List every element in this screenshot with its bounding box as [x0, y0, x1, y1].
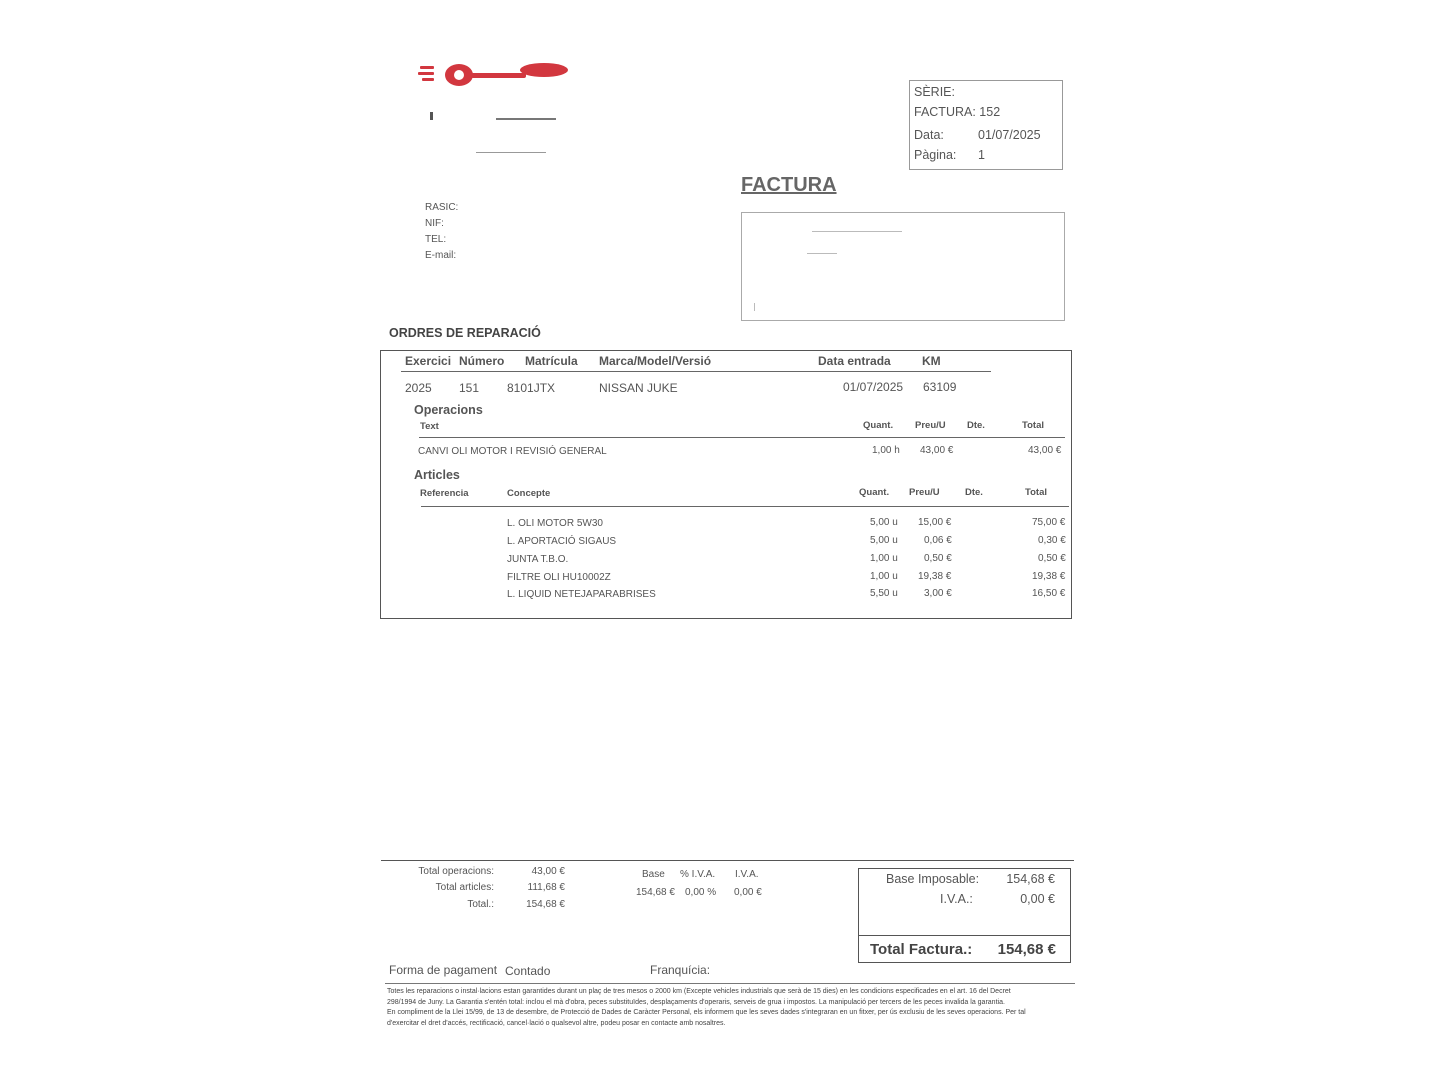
art-quant: 1,00 u	[870, 553, 898, 564]
numero-value: 151	[459, 381, 480, 395]
page-title: FACTURA	[741, 174, 837, 196]
sender-info	[425, 200, 458, 264]
data-label: Data:	[914, 128, 944, 142]
art-header-concepte: Concepte	[507, 488, 551, 499]
op-header-preu: Preu/U	[915, 420, 946, 431]
client-address-box	[741, 212, 1065, 321]
data-entrada-value: 01/07/2025	[843, 380, 904, 394]
art-header-referencia: Referencia	[420, 488, 469, 499]
op-header-total: Total	[1022, 420, 1044, 431]
total-factura-value: 154,68 €	[997, 941, 1056, 958]
factura-label: FACTURA:	[914, 105, 976, 119]
company-logo	[416, 60, 576, 160]
vat-breakdown	[630, 869, 790, 909]
art-total: 75,00 €	[1032, 517, 1066, 528]
art-total: 16,50 €	[1032, 588, 1066, 599]
art-header-quant: Quant.	[859, 487, 890, 498]
art-header-total: Total	[1025, 487, 1047, 498]
invoice-totals-box	[858, 868, 1071, 963]
warranty-text: Totes les reparacions o instal·lacions estan garantides durant un plaç de tres mesos o 2000 km (Excepte vehicles industrials que serà de 15 dies) en les condicions especificades en el art. 16 del Decret 298/1994 de Juny. La Garantia s'entén total: inclou el mà d'obra, peces substituïdes, desplaçaments d'operaris, serveis de grua i impostos. La manipulació per tercers de les peces invalida la garantia.	[387, 988, 1011, 1006]
op-header-text: Text	[420, 421, 439, 432]
art-quant: 5,50 u	[870, 588, 898, 599]
iva-label: I.V.A.:	[940, 892, 973, 906]
forma-pagament-value: Contado	[505, 964, 551, 978]
art-concepte: L. LIQUID NETEJAPARABRISES	[507, 589, 656, 600]
op-preu: 43,00 €	[920, 445, 954, 456]
km-value: 63109	[923, 380, 957, 394]
art-quant: 5,00 u	[870, 517, 898, 528]
art-preu: 15,00 €	[918, 517, 952, 528]
page-number: 1	[978, 148, 985, 162]
total-operacions-value: 43,00 €	[531, 866, 565, 877]
vat-base-label: Base	[642, 869, 665, 880]
repair-order-box	[380, 350, 1072, 619]
factura-row	[914, 105, 1000, 119]
total-factura-label: Total Factura.:	[870, 941, 973, 958]
art-header-dte: Dte.	[965, 487, 983, 498]
serie-label: SÈRIE:	[914, 85, 955, 99]
art-preu: 0,06 €	[924, 535, 952, 546]
art-total: 0,50 €	[1038, 553, 1066, 564]
header-data-entrada: Data entrada	[818, 354, 891, 368]
art-quant: 5,00 u	[870, 535, 898, 546]
iva-value: 0,00 €	[1020, 892, 1055, 906]
tel-label: TEL:	[425, 234, 447, 245]
header-matricula: Matrícula	[525, 354, 578, 368]
rasic-label: RASIC:	[425, 202, 459, 213]
vat-iva-label: I.V.A.	[735, 869, 759, 880]
total-value: 154,68 €	[526, 899, 565, 910]
email-label: E-mail:	[425, 250, 457, 261]
legal-notice	[387, 987, 1037, 1029]
op-text: CANVI OLI MOTOR I REVISIÓ GENERAL	[418, 446, 607, 457]
operacions-title: Operacions	[414, 403, 483, 417]
base-imposable-value: 154,68 €	[1006, 872, 1055, 886]
total-articles-label: Total articles:	[435, 882, 494, 893]
op-header-dte: Dte.	[967, 420, 985, 431]
header-marca: Marca/Model/Versió	[599, 354, 712, 368]
nif-label: NIF:	[425, 218, 444, 229]
vat-pct-value: 0,00 %	[685, 887, 717, 898]
op-header-quant: Quant.	[863, 420, 894, 431]
art-preu: 0,50 €	[924, 553, 952, 564]
header-exercici: Exercici	[405, 354, 452, 368]
art-header-preu: Preu/U	[909, 487, 940, 498]
base-imposable-label: Base Imposable:	[886, 872, 980, 886]
articles-title: Articles	[414, 468, 460, 482]
pagina-label: Pàgina:	[914, 148, 957, 162]
forma-pagament-label: Forma de pagament	[389, 963, 498, 977]
art-concepte: JUNTA T.B.O.	[507, 554, 569, 565]
total-operacions-label: Total operacions:	[418, 866, 494, 877]
privacy-text: En compliment de la Llei 15/99, de 13 de desembre, de Protecció de Dades de Caràcter Personal, els informem que les seves dades s'integraran en un fitxer, per ús exclusiu de les seves operacions. Per tal d'exercitar el dret d'accés, rectificació, cancel·lació o qualsevol altre, podeu posar en contacte amb nosaltres.	[387, 1009, 1026, 1027]
vat-iva-value: 0,00 €	[734, 887, 762, 898]
section-title: ORDRES DE REPARACIÓ	[389, 326, 541, 340]
factura-number: 152	[979, 105, 1001, 119]
art-concepte: L. OLI MOTOR 5W30	[507, 518, 603, 529]
total-articles-value: 111,68 €	[527, 882, 565, 893]
invoice-date: 01/07/2025	[978, 128, 1041, 142]
matricula-value: 8101JTX	[507, 381, 556, 395]
total-label: Total.:	[467, 899, 494, 910]
art-concepte: FILTRE OLI HU10002Z	[507, 572, 611, 583]
vat-pct-label: % I.V.A.	[680, 869, 716, 880]
franquicia-label: Franquícia:	[650, 963, 711, 977]
invoice-meta-box	[909, 80, 1063, 170]
vat-base-value: 154,68 €	[636, 887, 675, 898]
art-concepte: L. APORTACIÓ SIGAUS	[507, 536, 617, 547]
art-total: 19,38 €	[1032, 571, 1066, 582]
header-numero: Número	[459, 354, 505, 368]
op-quant: 1,00 h	[872, 445, 900, 456]
art-preu: 3,00 €	[924, 588, 952, 599]
art-total: 0,30 €	[1038, 535, 1066, 546]
art-quant: 1,00 u	[870, 571, 898, 582]
op-total: 43,00 €	[1028, 445, 1062, 456]
exercici-value: 2025	[405, 381, 432, 395]
header-km: KM	[922, 354, 941, 368]
marca-value: NISSAN JUKE	[599, 381, 678, 395]
art-preu: 19,38 €	[918, 571, 952, 582]
summary-totals	[380, 866, 580, 916]
